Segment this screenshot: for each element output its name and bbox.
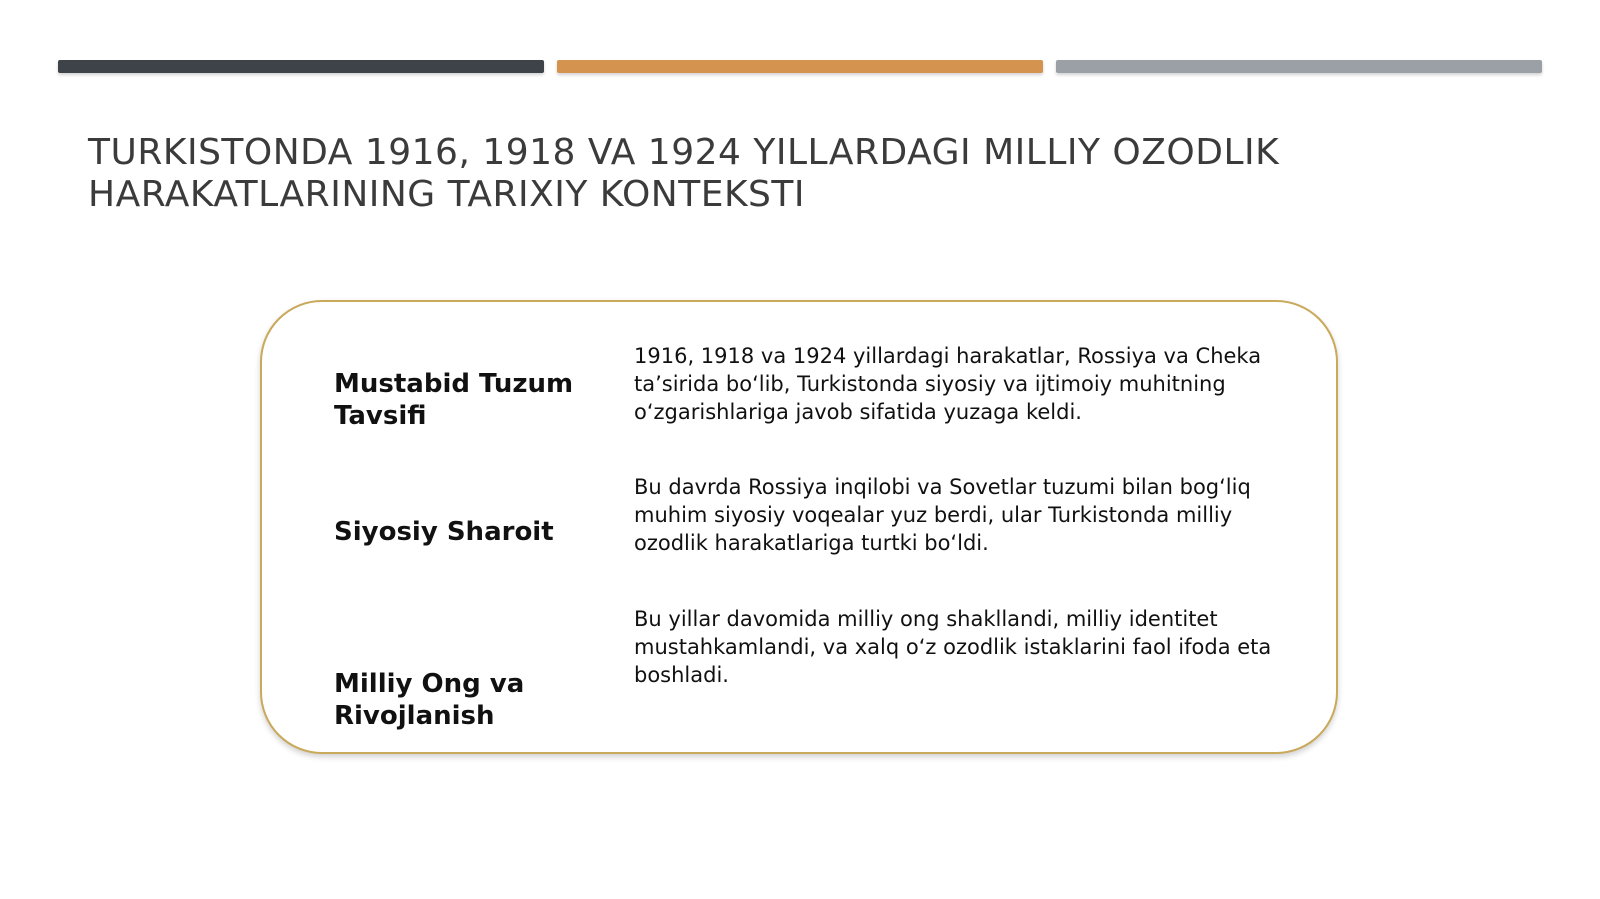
decorative-bar-gray	[1056, 60, 1542, 73]
row-label-mustabid-tuzum: Mustabid Tuzum Tavsifi	[334, 369, 574, 431]
row-label-milliy-ong: Milliy Ong va Rivojlanish	[334, 669, 525, 731]
decorative-bar-dark	[58, 60, 544, 73]
row-text-siyosiy-sharoit: Bu davrda Rossiya inqilobi va Sovetlar tuzumi bilan bog‘liq muhim siyosiy voqealar yuz berdi, ular Turkistonda milliy ozodlik harakatlariga turtki bo‘ldi.	[634, 475, 1251, 555]
row-text-mustabid-tuzum: 1916, 1918 va 1924 yillardagi harakatlar, Rossiya va Cheka ta’sirida bo‘lib, Turkistonda siyosiy va ijtimoiy muhitning o‘zgarishlariga javob sifatida yuzaga keldi.	[634, 344, 1262, 424]
slide-title: TURKISTONDA 1916, 1918 VA 1924 YILLARDAGI MILLIY OZODLIK HARAKATLARINING TARIXIY KONTEKSTI	[88, 132, 1280, 215]
row-text-milliy-ong: Bu yillar davomida milliy ong shakllandi, milliy identitet mustahkamlandi, va xalq o‘z ozodlik istaklarini faol ifoda eta boshladi.	[634, 607, 1272, 687]
content-card	[260, 300, 1338, 754]
decorative-bar-orange	[557, 60, 1043, 73]
row-label-siyosiy-sharoit: Siyosiy Sharoit	[334, 517, 554, 547]
